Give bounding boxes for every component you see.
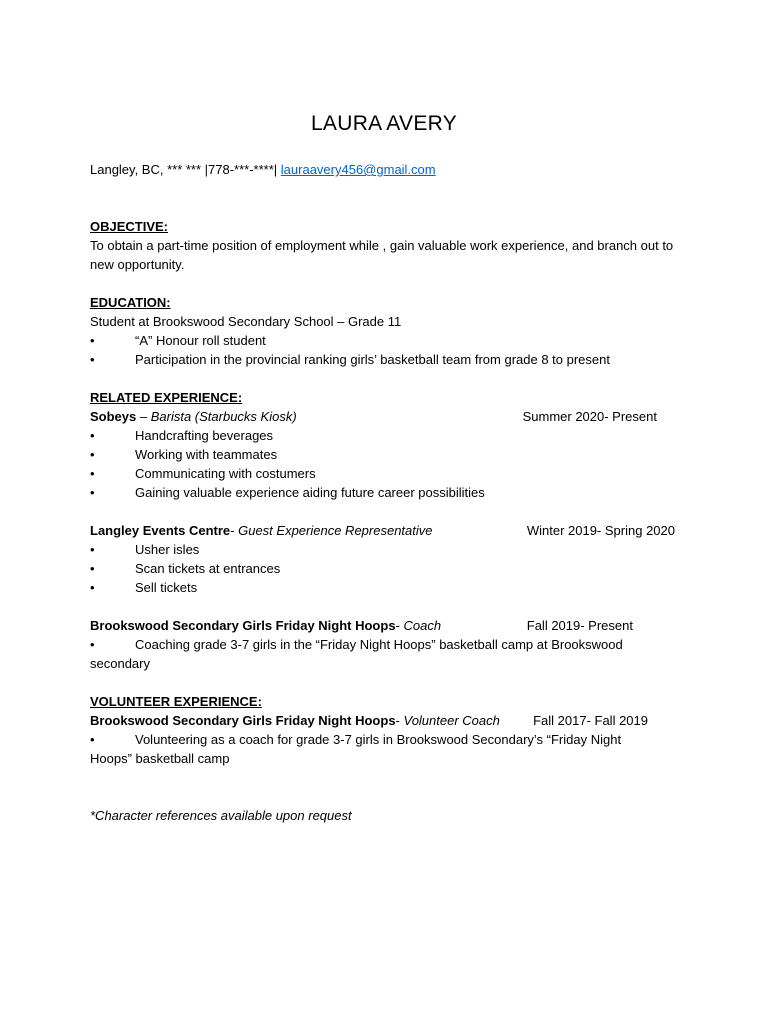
bullet-icon: • — [90, 447, 95, 462]
job-dates: Summer 2020- Present — [522, 409, 657, 424]
bullet-icon: • — [90, 732, 95, 747]
volunteer-experience-heading: VOLUNTEER EXPERIENCE: — [90, 694, 262, 709]
job-role: Guest Experience Representative — [238, 523, 433, 538]
references-note: *Character references available upon request — [90, 808, 352, 823]
job-title-line — [90, 521, 690, 540]
applicant-name: LAURA AVERY — [310, 112, 458, 135]
job-bullets — [90, 540, 690, 597]
list-item — [90, 578, 690, 597]
job-role: Volunteer Coach — [403, 713, 500, 728]
education-section — [90, 293, 690, 369]
list-item-text: “A” Honour roll student — [135, 333, 266, 348]
list-item — [90, 464, 690, 483]
list-item-text: Participation in the provincial ranking girls’ basketball team from grade 8 to present — [135, 352, 610, 367]
bullet-icon: • — [90, 352, 95, 367]
list-item-text: Gaining valuable experience aiding future career possibilities — [135, 485, 485, 500]
bullet-icon: • — [90, 333, 95, 348]
job-role: Barista (Starbucks Kiosk) — [150, 409, 297, 424]
job-dates: Fall 2019- Present — [526, 618, 633, 633]
list-item-text: Working with teammates — [135, 447, 278, 462]
bullet-icon: • — [90, 466, 95, 481]
list-item-text: Volunteering as a coach for grade 3-7 girls in Brookswood Secondary’s “Friday Night Hoops” basketball camp — [90, 732, 622, 766]
objective-heading: OBJECTIVE: — [90, 219, 169, 234]
list-item — [90, 426, 690, 445]
bullet-icon: • — [90, 485, 95, 500]
list-item — [90, 559, 690, 578]
list-item-text: Handcrafting beverages — [135, 428, 274, 443]
job-separator: - — [230, 523, 239, 538]
job-dates: Winter 2019- Spring 2020 — [526, 523, 675, 538]
job-role: Coach — [403, 618, 442, 633]
bullet-icon: • — [90, 561, 95, 576]
job-employer: Brookswood Secondary Girls Friday Night Hoops — [90, 713, 396, 728]
objective-text: To obtain a part-time position of employment while , gain valuable work experience, and branch out to new opportunity. — [90, 238, 674, 272]
contact-line — [90, 160, 690, 179]
list-item — [90, 445, 690, 464]
bullet-icon: • — [90, 542, 95, 557]
contact-details: Langley, BC, *** *** |778-***-****| — [90, 162, 281, 177]
list-item-text: Coaching grade 3-7 girls in the “Friday Night Hoops” basketball camp at Brookswood secondary — [90, 637, 623, 671]
job-friday-night-hoops-coach — [90, 616, 690, 673]
list-item-text: Usher isles — [135, 542, 200, 557]
job-title-line — [90, 616, 690, 635]
related-experience-heading: RELATED EXPERIENCE: — [90, 390, 243, 405]
list-item — [90, 331, 690, 350]
list-item-text: Communicating with costumers — [135, 466, 316, 481]
job-separator: - — [395, 618, 404, 633]
related-experience-section — [90, 388, 690, 673]
job-sobeys — [90, 407, 690, 502]
list-item — [90, 540, 690, 559]
list-item — [90, 350, 690, 369]
job-employer: Sobeys — [90, 409, 137, 424]
job-title-line — [90, 711, 690, 730]
list-item-text: Scan tickets at entrances — [135, 561, 281, 576]
email-link[interactable]: lauraavery456@gmail.com — [280, 162, 436, 177]
job-separator: - — [395, 713, 404, 728]
job-separator: – — [136, 409, 151, 424]
education-school: Student at Brookswood Secondary School – Grade 11 — [90, 314, 402, 329]
education-heading: EDUCATION: — [90, 295, 171, 310]
list-item — [90, 483, 690, 502]
volunteer-bullet-paragraph — [90, 730, 690, 768]
job-bullet-paragraph — [90, 635, 690, 673]
list-item-text: Sell tickets — [135, 580, 198, 595]
job-employer: Brookswood Secondary Girls Friday Night Hoops — [90, 618, 396, 633]
bullet-icon: • — [90, 428, 95, 443]
job-title-line — [90, 407, 690, 426]
bullet-icon: • — [90, 580, 95, 595]
job-dates: Fall 2017- Fall 2019 — [533, 713, 648, 728]
job-langley-events-centre — [90, 521, 690, 597]
education-bullets — [90, 331, 690, 369]
bullet-icon: • — [90, 637, 95, 652]
job-employer: Langley Events Centre — [90, 523, 231, 538]
objective-section — [90, 217, 690, 274]
volunteer-experience-section — [90, 692, 690, 768]
job-bullets — [90, 426, 690, 502]
resume-page — [90, 110, 690, 825]
